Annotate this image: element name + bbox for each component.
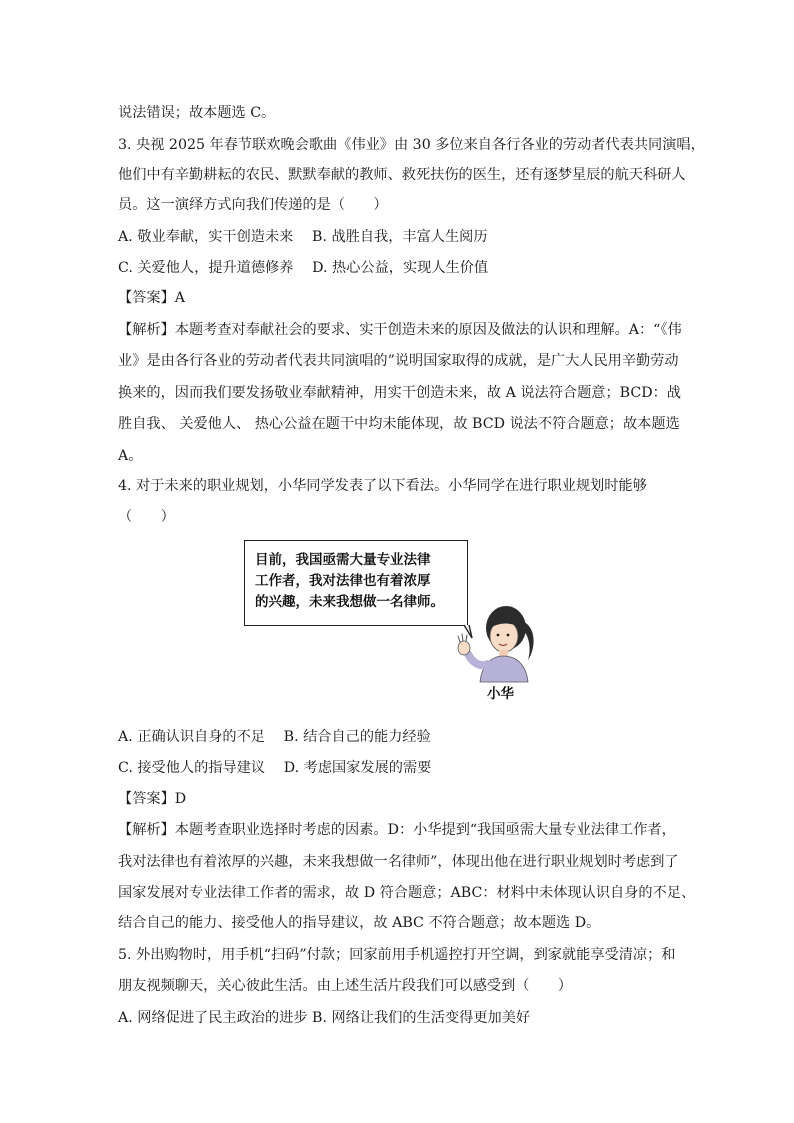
question-3-answer: 【答案】A (118, 290, 185, 306)
question-4-options: A. 正确认识自身的不足 B. 结合自己的能力经验 (118, 729, 431, 745)
question-3-stem: 他们中有辛勤耕耘的农民、默默奉献的教师、救死扶伤的医生，还有逐梦星辰的航天科研人 (118, 167, 686, 183)
question-3-analysis: 换来的，因而我们要发扬敬业奉献精神，用实干创造未来，故 A 说法符合题意；BCD：战 (118, 385, 681, 401)
question-5-stem: 5. 外出购物时，用手机“扫码”付款；回家前用手机遥控打开空调，到家就能享受清凉；和 (118, 947, 676, 963)
question-3-stem: 员。这一演绎方式向我们传递的是（ ） (118, 197, 388, 213)
question-3-options: A. 敬业奉献，实干创造未来 B. 战胜自我，丰富人生阅历 (118, 229, 488, 245)
question-4-options: C. 接受他人的指导建议 D. 考虑国家发展的需要 (118, 760, 432, 776)
question-3-stem: 3. 央视 2025 年春节联欢晚会歌曲《伟业》由 30 多位来自各行各业的劳动者代表共同演唱， (118, 137, 705, 153)
speech-text (255, 550, 461, 613)
question-4-analysis: 【解析】本题考查职业选择时考虑的因素。D：小华提到“我国亟需大量专业法律工作者， (118, 822, 676, 838)
speech-bubble (244, 540, 468, 626)
question-4-analysis: 结合自己的能力、接受他人的指导建议，故 ABC 不符合题意；故本题选 D。 (118, 915, 601, 931)
speech-line: 工作者，我对法律也有着浓厚 (255, 573, 431, 589)
speech-line: 的兴趣，未来我想做一名律师。 (255, 594, 444, 610)
figure-caption: 小华 (487, 686, 514, 702)
question-4-answer: 【答案】D (118, 791, 187, 807)
question-4-analysis: 国家发展对专业法律工作者的需求，故 D 符合题意；ABC：材料中未体现认识自身的不足、 (118, 885, 696, 901)
question-3-analysis: A。 (118, 448, 143, 464)
question-3-options: C. 关爱他人，提升道德修养 D. 热心公益，实现人生价值 (118, 260, 489, 276)
question-4-analysis: 我对法律也有着浓厚的兴趣，未来我想做一名律师”，体现出他在进行职业规划时考虑到了 (118, 854, 679, 870)
question-4-stem: （ ） (118, 509, 175, 525)
question-3-analysis: 【解析】本题考查对奉献社会的要求、实干创造未来的原因及做法的认识和理解。A：“《伟 (118, 322, 682, 338)
text-line: 说法错误；故本题选 C。 (118, 105, 276, 121)
question-5-stem: 朋友视频聊天，关心彼此生活。由上述生活片段我们可以感受到（ ） (118, 978, 573, 994)
question-5-options: A. 网络促进了民主政治的进步 B. 网络让我们的生活变得更加美好 (118, 1010, 531, 1026)
question-3-analysis: 业》是由各行各业的劳动者代表共同演唱的”说明国家取得的成就，是广大人民用辛勤劳动 (118, 353, 679, 369)
question-4-stem: 4. 对于未来的职业规划，小华同学发表了以下看法。小华同学在进行职业规划时能够 (118, 478, 647, 494)
speech-line: 目前，我国亟需大量专业法律 (255, 552, 431, 568)
question-3-analysis: 胜自我、 关爱他人、 热心公益在题干中均未能体现，故 BCD 说法不符合题意；故本题选 (118, 416, 680, 432)
